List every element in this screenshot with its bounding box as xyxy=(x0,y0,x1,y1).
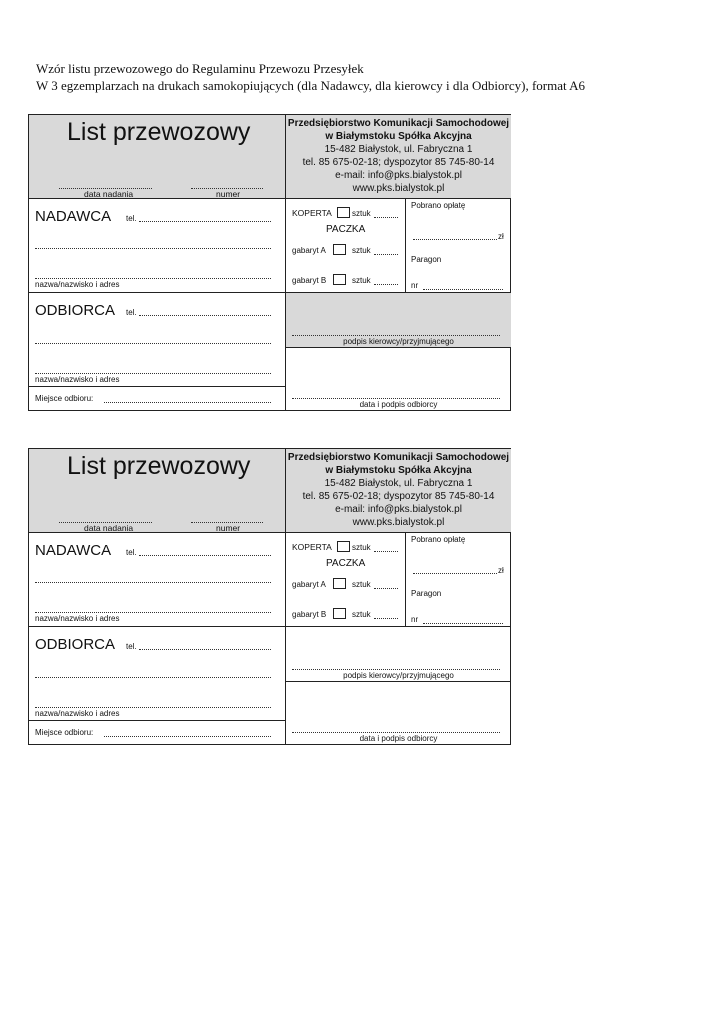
sender-address-field-2[interactable] xyxy=(35,278,271,279)
sender-tel-label: tel. xyxy=(126,214,137,223)
package-section xyxy=(286,199,406,293)
recipient-signature-cell xyxy=(286,682,511,744)
date-label: data nadania xyxy=(84,189,134,199)
sender-address-label: nazwa/nazwisko i adres xyxy=(35,280,120,289)
recipient-address-field-2[interactable] xyxy=(35,373,271,374)
envelope-checkbox[interactable] xyxy=(337,541,350,552)
driver-signature-field[interactable] xyxy=(292,335,500,336)
sender-address-field-2[interactable] xyxy=(35,612,271,613)
company-phone: tel. 85 675-02-18; dyspozytor 85 745-80-14 xyxy=(302,157,495,168)
recipient-address-field-2[interactable] xyxy=(35,707,271,708)
size-a-label: gabaryt A xyxy=(292,246,326,255)
recipient-tel-field[interactable] xyxy=(139,649,271,650)
company-www: www.pks.bialystok.pl xyxy=(352,183,445,194)
form-title: List przewozowy xyxy=(67,452,251,480)
size-a-checkbox[interactable] xyxy=(333,244,346,255)
company-address: 15-482 Białystok, ul. Fabryczna 1 xyxy=(324,144,473,155)
driver-signature-label: podpis kierowcy/przyjmującego xyxy=(343,671,454,680)
driver-signature-label: podpis kierowcy/przyjmującego xyxy=(343,337,454,346)
currency-label: zł xyxy=(498,566,504,575)
envelope-pieces-label: sztuk xyxy=(352,209,371,218)
recipient-address-row xyxy=(29,709,285,721)
waybill-form xyxy=(28,114,511,411)
receipt-nr-field[interactable] xyxy=(423,289,503,290)
waybill-form xyxy=(28,448,511,745)
envelope-label: KOPERTA xyxy=(292,208,332,218)
recipient-address-row xyxy=(29,375,285,387)
recipient-section xyxy=(29,627,286,744)
size-a-pieces-field[interactable] xyxy=(374,254,398,255)
company-name-2: w Białymstoku Spółka Akcyjna xyxy=(325,131,472,142)
date-label: data nadania xyxy=(84,523,134,533)
recipient-address-label: nazwa/nazwisko i adres xyxy=(35,709,120,718)
size-b-pieces-field[interactable] xyxy=(374,284,398,285)
envelope-checkbox[interactable] xyxy=(337,207,350,218)
recipient-tel-field[interactable] xyxy=(139,315,271,316)
company-cell xyxy=(286,115,511,199)
recipient-signature-cell xyxy=(286,348,511,410)
document-subtitle: W 3 egzemplarzach na drukach samokopiujących (dla Nadawcy, dla kierowcy i dla Odbiorcy), format A6 xyxy=(36,78,586,93)
number-label: numer xyxy=(216,189,241,199)
company-email: e-mail: info@pks.bialystok.pl xyxy=(335,504,462,515)
recipient-tel-label: tel. xyxy=(126,308,137,317)
sender-tel-field[interactable] xyxy=(139,221,271,222)
size-a-pieces-label: sztuk xyxy=(352,246,371,255)
size-b-label: gabaryt B xyxy=(292,276,327,285)
driver-signature-cell xyxy=(286,293,511,348)
recipient-signature-field[interactable] xyxy=(292,732,500,733)
payment-section xyxy=(406,533,511,627)
size-a-checkbox[interactable] xyxy=(333,578,346,589)
sender-section xyxy=(29,533,286,627)
size-b-label: gabaryt B xyxy=(292,610,327,619)
recipient-signature-label: data i podpis odbiorcy xyxy=(359,734,438,743)
pickup-field[interactable] xyxy=(104,736,271,737)
size-b-pieces-label: sztuk xyxy=(352,610,371,619)
fee-label: Pobrano opłatę xyxy=(411,201,466,210)
recipient-address-label: nazwa/nazwisko i adres xyxy=(35,375,120,384)
envelope-label: KOPERTA xyxy=(292,542,332,552)
size-b-pieces-label: sztuk xyxy=(352,276,371,285)
recipient-label: ODBIORCA xyxy=(35,302,116,319)
company-cell xyxy=(286,449,511,533)
sender-address-label: nazwa/nazwisko i adres xyxy=(35,614,120,623)
company-www: www.pks.bialystok.pl xyxy=(352,517,445,528)
company-email: e-mail: info@pks.bialystok.pl xyxy=(335,170,462,181)
envelope-pieces-field[interactable] xyxy=(374,217,398,218)
receipt-nr-label: nr xyxy=(411,615,419,624)
currency-label: zł xyxy=(498,232,504,241)
sender-label: NADAWCA xyxy=(35,542,112,559)
sender-tel-label: tel. xyxy=(126,548,137,557)
size-a-pieces-label: sztuk xyxy=(352,580,371,589)
fee-label: Pobrano opłatę xyxy=(411,535,466,544)
payment-section xyxy=(406,199,511,293)
company-name: Przedsiębiorstwo Komunikacji Samochodowej xyxy=(287,118,510,129)
recipient-address-field[interactable] xyxy=(35,677,271,678)
recipient-label: ODBIORCA xyxy=(35,636,116,653)
receipt-label: Paragon xyxy=(411,255,442,264)
receipt-nr-field[interactable] xyxy=(423,623,503,624)
sender-address-field[interactable] xyxy=(35,582,271,583)
recipient-address-field[interactable] xyxy=(35,343,271,344)
recipient-section xyxy=(29,293,286,410)
envelope-pieces-field[interactable] xyxy=(374,551,398,552)
fee-amount-field[interactable] xyxy=(413,573,497,574)
number-label: numer xyxy=(216,523,241,533)
size-b-pieces-field[interactable] xyxy=(374,618,398,619)
recipient-signature-label: data i podpis odbiorcy xyxy=(359,400,438,409)
title-cell xyxy=(29,115,286,199)
recipient-tel-label: tel. xyxy=(126,642,137,651)
company-phone: tel. 85 675-02-18; dyspozytor 85 745-80-14 xyxy=(302,491,495,502)
form-title: List przewozowy xyxy=(67,118,251,146)
document-title: Wzór listu przewozowego do Regulaminu Przewozu Przesyłek xyxy=(36,61,364,76)
title-cell xyxy=(29,449,286,533)
receipt-label: Paragon xyxy=(411,589,442,598)
company-address: 15-482 Białystok, ul. Fabryczna 1 xyxy=(324,478,473,489)
pickup-field[interactable] xyxy=(104,402,271,403)
parcel-label: PACZKA xyxy=(326,224,366,235)
driver-signature-cell xyxy=(286,627,511,682)
fee-amount-field[interactable] xyxy=(413,239,497,240)
envelope-pieces-label: sztuk xyxy=(352,543,371,552)
driver-signature-field[interactable] xyxy=(292,669,500,670)
size-a-label: gabaryt A xyxy=(292,580,326,589)
company-name-2: w Białymstoku Spółka Akcyjna xyxy=(325,465,472,476)
size-b-checkbox[interactable] xyxy=(333,274,346,285)
parcel-label: PACZKA xyxy=(326,558,366,569)
receipt-nr-label: nr xyxy=(411,281,419,290)
company-name: Przedsiębiorstwo Komunikacji Samochodowej xyxy=(287,452,510,463)
sender-label: NADAWCA xyxy=(35,208,112,225)
pickup-label: Miejsce odbioru: xyxy=(35,728,94,737)
sender-address-field[interactable] xyxy=(35,248,271,249)
size-b-checkbox[interactable] xyxy=(333,608,346,619)
sender-tel-field[interactable] xyxy=(139,555,271,556)
sender-section xyxy=(29,199,286,293)
size-a-pieces-field[interactable] xyxy=(374,588,398,589)
recipient-signature-field[interactable] xyxy=(292,398,500,399)
package-section xyxy=(286,533,406,627)
pickup-label: Miejsce odbioru: xyxy=(35,394,94,403)
